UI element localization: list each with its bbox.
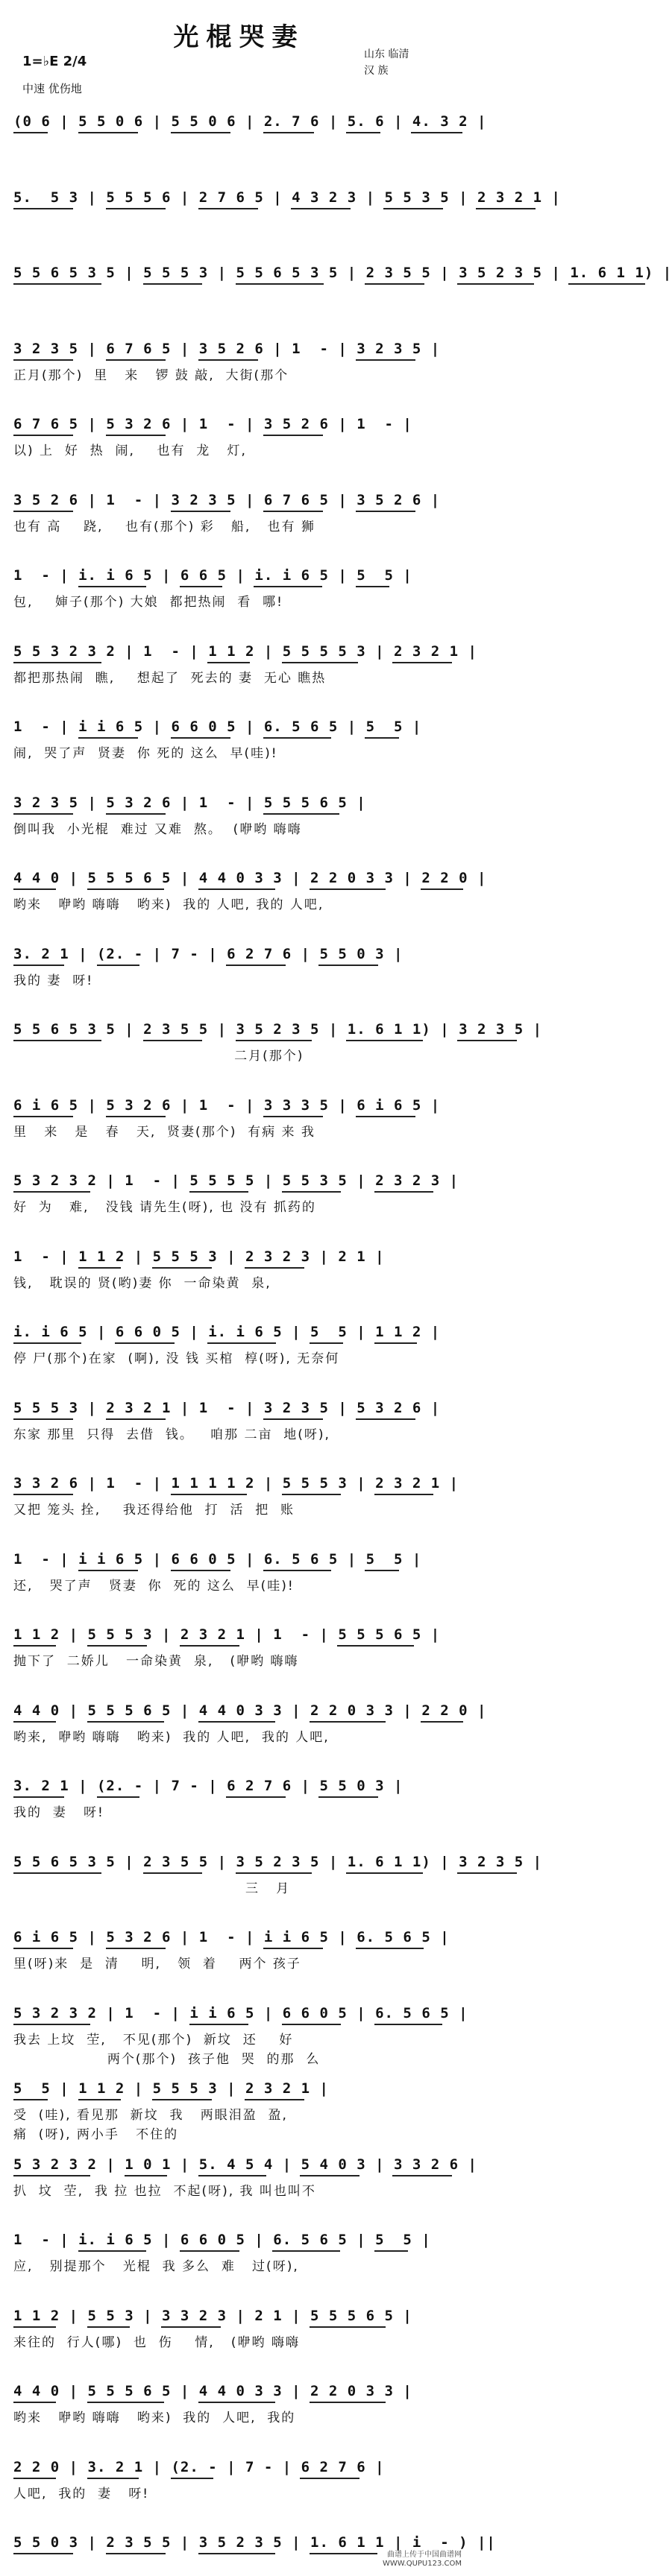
lyric-line: 以) 上 好 热 闹, 也有 龙 灯, xyxy=(13,443,247,458)
notation-line: 5 3 2 3 2 | 1 0 1 | 5. 4 5 4 | 5 4 0 3 | 3 3 2 6 | xyxy=(13,2156,477,2173)
beam-line xyxy=(374,2024,442,2025)
notation-line: 3 3 2 6 | 1 - | 1 1 1 1 2 | 5 5 5 3 | 2 3 2 1 | xyxy=(13,1475,459,1491)
beam-line xyxy=(383,208,443,209)
beam-line xyxy=(236,1040,313,1041)
beam-line xyxy=(411,132,462,133)
beam-line xyxy=(476,208,536,209)
beam-line xyxy=(263,1948,323,1949)
beam-line xyxy=(87,2402,164,2403)
beam-line xyxy=(13,2326,56,2328)
lyric-line: 倒叫我 小光棍 难过 又难 熬。 (咿哟 嗨嗨 xyxy=(13,821,302,837)
beam-line xyxy=(87,2478,138,2479)
lyric-line: 抛下了 二娇儿 一命染黄 泉, (咿哟 嗨嗨 xyxy=(13,1654,299,1669)
beam-line xyxy=(97,1796,139,1798)
lyric-line: 我的 妻 呀! xyxy=(13,1805,104,1820)
score-line xyxy=(13,2533,496,2552)
beam-line xyxy=(87,2326,130,2328)
score-line xyxy=(13,263,672,282)
notation-line: 6 i 6 5 | 5 3 2 6 | 1 - | i i 6 5 | 6. 5 6 5 | xyxy=(13,1929,450,1945)
beam-line xyxy=(236,1872,313,1874)
beam-line xyxy=(568,283,645,285)
notation-line: 1 - | 1 1 2 | 5 5 5 3 | 2 3 2 3 | 2 1 | xyxy=(13,1248,385,1265)
beam-line xyxy=(106,1116,166,1117)
beam-line xyxy=(115,1342,175,1344)
notation-line: 5 5 3 2 3 2 | 1 - | 1 1 2 | 5 5 5 5 3 | 2 3 2 1 | xyxy=(13,643,477,660)
beam-line xyxy=(198,359,258,361)
lyric-line: 人吧, 我的 妻 呀! xyxy=(13,2486,150,2501)
beam-line xyxy=(198,2553,275,2554)
lyric-line: 正月(那个) 里 来 锣 鼓 敲, 大街(那个 xyxy=(13,367,289,383)
lyric-line: 三 月 xyxy=(13,1881,291,1896)
credit-region: 山东 临清 xyxy=(364,48,409,60)
beam-line xyxy=(13,1116,73,1117)
beam-line xyxy=(207,662,250,663)
lyric-line: 包, 婶子(那个) 大娘 都把热闹 看 哪! xyxy=(13,595,283,610)
beam-line xyxy=(13,2402,56,2403)
lyric-line: 都把那热闹 瞧, 想起了 死去的 妻 无心 瞧热 xyxy=(13,670,327,686)
beam-line xyxy=(346,132,380,133)
beam-line xyxy=(143,1872,203,1874)
lyric-line: 我去 上坟 茔, 不见(那个) 新坟 还 好 xyxy=(13,2032,294,2048)
score-line xyxy=(13,1247,465,1293)
beam-line xyxy=(291,208,351,209)
score-line xyxy=(13,1398,465,1445)
beam-line xyxy=(392,662,452,663)
beam-line xyxy=(13,435,73,436)
beam-line xyxy=(337,1645,414,1647)
beam-line xyxy=(106,359,166,361)
notation-line: 4 4 0 | 5 5 5 6 5 | 4 4 0 3 3 | 2 2 0 3 3 | 2 2 0 | xyxy=(13,1702,487,1719)
beam-line xyxy=(245,1267,304,1269)
beam-line xyxy=(198,888,275,890)
notation-line: 4 4 0 | 5 5 5 6 5 | 4 4 0 3 3 | 2 2 0 3 3 | xyxy=(13,2383,412,2399)
beam-line xyxy=(180,1645,239,1647)
score-line xyxy=(13,2457,465,2504)
score-line xyxy=(13,112,487,131)
beam-line xyxy=(300,2478,359,2479)
beam-line xyxy=(198,1721,275,1723)
beam-line xyxy=(356,359,415,361)
beam-line xyxy=(106,1948,166,1949)
beam-line xyxy=(236,283,324,285)
beam-line xyxy=(263,737,331,739)
lyric-line: 又把 笼头 拴, 我还得给他 打 活 把 账 xyxy=(13,1503,295,1518)
beam-line xyxy=(13,2175,90,2176)
score-line xyxy=(13,2230,465,2276)
lyric-line: 还, 哭了声 贤妻 你 死的 这么 早(哇)! xyxy=(13,1578,295,1594)
beam-line xyxy=(263,1418,323,1420)
score-line xyxy=(13,793,465,839)
score-line xyxy=(13,188,561,207)
beam-line xyxy=(171,1570,230,1571)
beam-line xyxy=(189,1191,249,1193)
beam-line xyxy=(106,1418,166,1420)
score-line xyxy=(13,339,465,385)
beam-line xyxy=(13,888,56,890)
beam-line xyxy=(78,1267,121,1269)
notation-line: 4 4 0 | 5 5 5 6 5 | 4 4 0 3 3 | 2 2 0 3 3 | 2 2 0 | xyxy=(13,870,487,886)
beam-line xyxy=(254,586,321,587)
watermark-line-2: WWW.QUPU123.COM xyxy=(383,2560,462,2568)
beam-line xyxy=(171,132,230,133)
beam-line xyxy=(356,1948,424,1949)
lyric-line: 二月(那个) xyxy=(13,1049,304,1064)
beam-line xyxy=(97,965,139,966)
notation-line: 5 3 2 3 2 | 1 - | 5 5 5 5 | 5 5 3 5 | 2 3 2 3 | xyxy=(13,1172,459,1189)
beam-line xyxy=(13,965,64,966)
score-line xyxy=(13,1020,543,1066)
notation-line: 5 5 6 5 3 5 | 5 5 5 3 | 5 5 6 5 3 5 | 2 3 5 5 | 3 5 2 3 5 | 1. 6 1 1) | xyxy=(13,265,672,281)
score-line xyxy=(13,1701,487,1747)
score-line xyxy=(13,1096,465,1142)
beam-line xyxy=(346,1040,423,1041)
lyric-line: 也有 高 跷, 也有(那个) 彩 船, 也有 狮 xyxy=(13,519,315,534)
score-line xyxy=(13,1928,465,1974)
notation-line: 1 - | i. i 6 5 | 6 6 5 | i. i 6 5 | 5 5 | xyxy=(13,567,412,584)
score-line xyxy=(13,2079,465,2144)
beam-line xyxy=(161,2326,221,2328)
lyric-line: 好 为 难, 没钱 请先生(呀), 也 没有 抓药的 xyxy=(13,1200,316,1215)
beam-line xyxy=(421,1721,463,1723)
beam-line xyxy=(87,1721,164,1723)
beam-line xyxy=(106,208,166,209)
beam-line xyxy=(152,2099,212,2100)
beam-line xyxy=(106,435,166,436)
beam-line xyxy=(13,2024,90,2025)
beam-line xyxy=(310,1721,386,1723)
notation-line: 1 1 2 | 5 5 5 3 | 2 3 2 1 | 1 - | 5 5 5 6 5 | xyxy=(13,1626,441,1643)
beam-line xyxy=(78,1570,138,1571)
beam-line xyxy=(263,1570,331,1571)
score-line xyxy=(13,1852,543,1898)
beam-line xyxy=(13,1191,90,1193)
beam-line xyxy=(13,511,73,512)
beam-line xyxy=(282,2024,342,2025)
beam-line xyxy=(171,511,230,512)
beam-line xyxy=(13,1948,73,1949)
beam-line xyxy=(152,1267,212,1269)
beam-line xyxy=(87,888,164,890)
notation-line: 3 5 2 6 | 1 - | 3 2 3 5 | 6 7 6 5 | 3 5 2 6 | xyxy=(13,491,441,508)
lyric-line: 来往的 行人(哪) 也 伤 情, (咿哟 嗨嗨 xyxy=(13,2334,300,2350)
watermark-line-1: 曲谱上传于中国曲谱网 xyxy=(387,2551,462,2559)
beam-line xyxy=(13,662,101,663)
score-line xyxy=(13,1474,465,1520)
lyric-line: 停 尸(那个)在家 (啊), 没 钱 买棺 椁(呀), 无奈何 xyxy=(13,1351,340,1366)
lyric-line: 应, 别提那个 光棍 我 多么 难 过(呀), xyxy=(13,2259,299,2274)
notation-line: 5 5 5 3 | 2 3 2 1 | 1 - | 3 2 3 5 | 5 3 2 6 | xyxy=(13,1399,441,1416)
beam-line xyxy=(282,1191,342,1193)
beam-line xyxy=(171,737,230,739)
notation-line: 6 i 6 5 | 5 3 2 6 | 1 - | 3 3 3 5 | 6 i 6 5 | xyxy=(13,1096,441,1114)
beam-line xyxy=(13,2478,56,2479)
beam-line xyxy=(13,1796,64,1798)
beam-line xyxy=(421,888,463,890)
lyric-line: 哟来, 咿哟 嗨嗨 哟来) 我的 人吧, 我的 人吧, xyxy=(13,1729,330,1745)
beam-line xyxy=(365,1570,399,1571)
score-line xyxy=(13,2381,465,2428)
beam-line xyxy=(263,1116,323,1117)
beam-line xyxy=(226,1796,286,1798)
beam-line xyxy=(13,283,101,285)
notation-line: 6 7 6 5 | 5 3 2 6 | 1 - | 3 5 2 6 | 1 - | xyxy=(13,416,412,432)
beam-line xyxy=(78,737,138,739)
beam-line xyxy=(13,1721,56,1723)
beam-line xyxy=(310,2553,377,2554)
site-watermark xyxy=(383,2551,462,2569)
beam-line xyxy=(78,2250,146,2252)
beam-line xyxy=(457,283,534,285)
beam-line xyxy=(457,1872,517,1874)
song-title: 光棍哭妻 xyxy=(173,22,305,52)
beam-line xyxy=(374,1191,434,1193)
lyric-line-alt: 两个(那个) 孩子他 哭 的那 么 xyxy=(13,2051,321,2067)
score-line xyxy=(13,1776,465,1822)
score-line xyxy=(13,944,465,991)
beam-line xyxy=(171,1494,248,1495)
beam-line xyxy=(310,2326,386,2328)
notation-line: 3. 2 1 | (2. - | 7 - | 6 2 7 6 | 5 5 0 3 | xyxy=(13,945,403,962)
beam-line xyxy=(310,2402,386,2403)
beam-line xyxy=(198,2175,266,2176)
beam-line xyxy=(189,2024,249,2025)
score-line xyxy=(13,414,465,461)
notation-line: (0 6 | 5 5 0 6 | 5 5 0 6 | 2. 7 6 | 5. 6 | 4. 3 2 | xyxy=(13,113,487,130)
beam-line xyxy=(226,965,286,966)
lyric-line: 受 (哇), 看见那 新坟 我 两眼泪盈 盈, xyxy=(13,2108,288,2123)
key-signature: 1=♭E 2/4 xyxy=(22,54,87,69)
lyric-line-alt: 痛 (呀), 两小手 不住的 xyxy=(13,2127,179,2142)
beam-line xyxy=(356,1418,415,1420)
beam-line xyxy=(143,1040,203,1041)
beam-line xyxy=(13,1418,73,1420)
notation-line: 2 2 0 | 3. 2 1 | (2. - | 7 - | 6 2 7 6 | xyxy=(13,2458,385,2475)
beam-line xyxy=(263,813,340,815)
beam-line xyxy=(78,2099,121,2100)
beam-line xyxy=(356,1116,415,1117)
notation-line: 5 5 | 1 1 2 | 5 5 5 3 | 2 3 2 1 | xyxy=(13,2080,329,2097)
beam-line xyxy=(282,662,359,663)
beam-line xyxy=(106,813,166,815)
notation-line: 1 - | i i 6 5 | 6 6 0 5 | 6. 5 6 5 | 5 5 | xyxy=(13,719,422,735)
beam-line xyxy=(13,359,73,361)
notation-line: 1 1 2 | 5 5 3 | 3 3 2 3 | 2 1 | 5 5 5 6 5 | xyxy=(13,2307,412,2324)
beam-line xyxy=(13,1645,56,1647)
score-line xyxy=(13,1171,465,1217)
beam-line xyxy=(310,888,386,890)
beam-line xyxy=(365,737,399,739)
beam-line xyxy=(263,435,323,436)
beam-line xyxy=(180,2250,239,2252)
beam-line xyxy=(263,132,314,133)
score-line xyxy=(13,2155,477,2201)
beam-line xyxy=(13,132,48,133)
notation-line: 1 - | i. i 6 5 | 6 6 0 5 | 6. 5 6 5 | 5 5 | xyxy=(13,2232,431,2248)
beam-line xyxy=(13,208,73,209)
lyric-line: 哟来 咿哟 嗨嗨 哟来) 我的 人吧, 我的 xyxy=(13,2411,296,2425)
beam-line xyxy=(198,208,258,209)
score-line xyxy=(13,717,465,763)
beam-line xyxy=(125,2175,167,2176)
notation-line: 3 2 3 5 | 6 7 6 5 | 3 5 2 6 | 1 - | 3 2 3 5 | xyxy=(13,340,441,357)
score-line xyxy=(13,490,465,537)
score-line xyxy=(13,1550,465,1596)
beam-line xyxy=(263,511,323,512)
lyric-line: 里 来 是 春 天, 贤妻(那个) 有病 来 我 xyxy=(13,1124,315,1140)
notation-line: 5 3 2 3 2 | 1 - | i i 6 5 | 6 6 0 5 | 6. 5 6 5 | xyxy=(13,2004,468,2021)
notation-line: 5 5 0 3 | 2 3 5 5 | 3 5 2 3 5 | 1. 6 1 1 | i - ) || xyxy=(13,2534,496,2551)
beam-line xyxy=(198,2402,275,2403)
beam-line xyxy=(374,1494,434,1495)
beam-line xyxy=(365,283,424,285)
lyric-line: 闹, 哭了声 贤妻 你 死的 这么 早(哇)! xyxy=(13,746,278,761)
beam-line xyxy=(300,2175,359,2176)
notation-line: 1 - | i i 6 5 | 6 6 0 5 | 6. 5 6 5 | 5 5 | xyxy=(13,1550,422,1568)
score-line xyxy=(13,1625,465,1671)
score-line xyxy=(13,2306,465,2352)
beam-line xyxy=(87,1645,147,1647)
beam-line xyxy=(356,511,415,512)
beam-line xyxy=(13,1342,81,1344)
score-line xyxy=(13,642,477,688)
beam-line xyxy=(392,2175,452,2176)
tempo-marking: 中速 优伤地 xyxy=(22,82,82,95)
beam-line xyxy=(13,813,73,815)
beam-line xyxy=(78,132,138,133)
lyric-line: 我的 妻 呀! xyxy=(13,973,94,988)
beam-line xyxy=(457,1040,517,1041)
beam-line xyxy=(318,1796,378,1798)
beam-line xyxy=(310,1342,344,1344)
score-line xyxy=(13,1322,465,1368)
notation-line: 3 2 3 5 | 5 3 2 6 | 1 - | 5 5 5 6 5 | xyxy=(13,794,366,811)
beam-line xyxy=(143,283,203,285)
lyric-line: 扒 坟 茔, 我 拉 也拉 不起(呀), 我 叫也叫不 xyxy=(13,2183,316,2199)
beam-line xyxy=(13,1872,101,1874)
lyric-line: 里(呀)来 是 清 明, 领 着 两个 孩子 xyxy=(13,1957,301,1972)
notation-line: 5 5 6 5 3 5 | 2 3 5 5 | 3 5 2 3 5 | 1. 6 1 1) | 3 2 3 5 | xyxy=(13,1853,543,1870)
beam-line xyxy=(272,2250,340,2252)
beam-line xyxy=(245,2099,304,2100)
score-line xyxy=(13,566,465,612)
beam-line xyxy=(282,1494,342,1495)
beam-line xyxy=(374,1342,417,1344)
notation-line: 5 5 6 5 3 5 | 2 3 5 5 | 3 5 2 3 5 | 1. 6 1 1) | 3 2 3 5 | xyxy=(13,1021,543,1038)
score-line xyxy=(13,868,487,915)
lyric-line: 哟来 咿哟 嗨嗨 哟来) 我的 人吧, 我的 人吧, xyxy=(13,897,324,912)
beam-line xyxy=(106,2553,166,2554)
beam-line xyxy=(13,2553,73,2554)
beam-line xyxy=(13,1040,101,1041)
beam-line xyxy=(374,2250,409,2252)
beam-line xyxy=(318,965,378,966)
lyric-line: 东家 那里 只得 去借 钱。 咱那 二亩 地(呀), xyxy=(13,1427,330,1442)
beam-line xyxy=(346,1872,423,1874)
beam-line xyxy=(207,1342,275,1344)
credit-ethnicity: 汉 族 xyxy=(364,65,389,77)
beam-line xyxy=(13,2099,48,2100)
score-line xyxy=(13,2004,468,2069)
beam-line xyxy=(356,586,390,587)
notation-line: 3. 2 1 | (2. - | 7 - | 6 2 7 6 | 5 5 0 3 | xyxy=(13,1778,403,1794)
beam-line xyxy=(180,586,222,587)
notation-line: 5. 5 3 | 5 5 5 6 | 2 7 6 5 | 4 3 2 3 | 5 5 3 5 | 2 3 2 1 | xyxy=(13,189,561,206)
beam-line xyxy=(13,1494,73,1495)
lyric-line: 钱, 耽误的 贤(哟)妻 你 一命染黄 泉, xyxy=(13,1275,271,1291)
notation-line: i. i 6 5 | 6 6 0 5 | i. i 6 5 | 5 5 | 1 1 2 | xyxy=(13,1324,441,1340)
beam-line xyxy=(78,586,146,587)
beam-line xyxy=(171,2478,213,2479)
